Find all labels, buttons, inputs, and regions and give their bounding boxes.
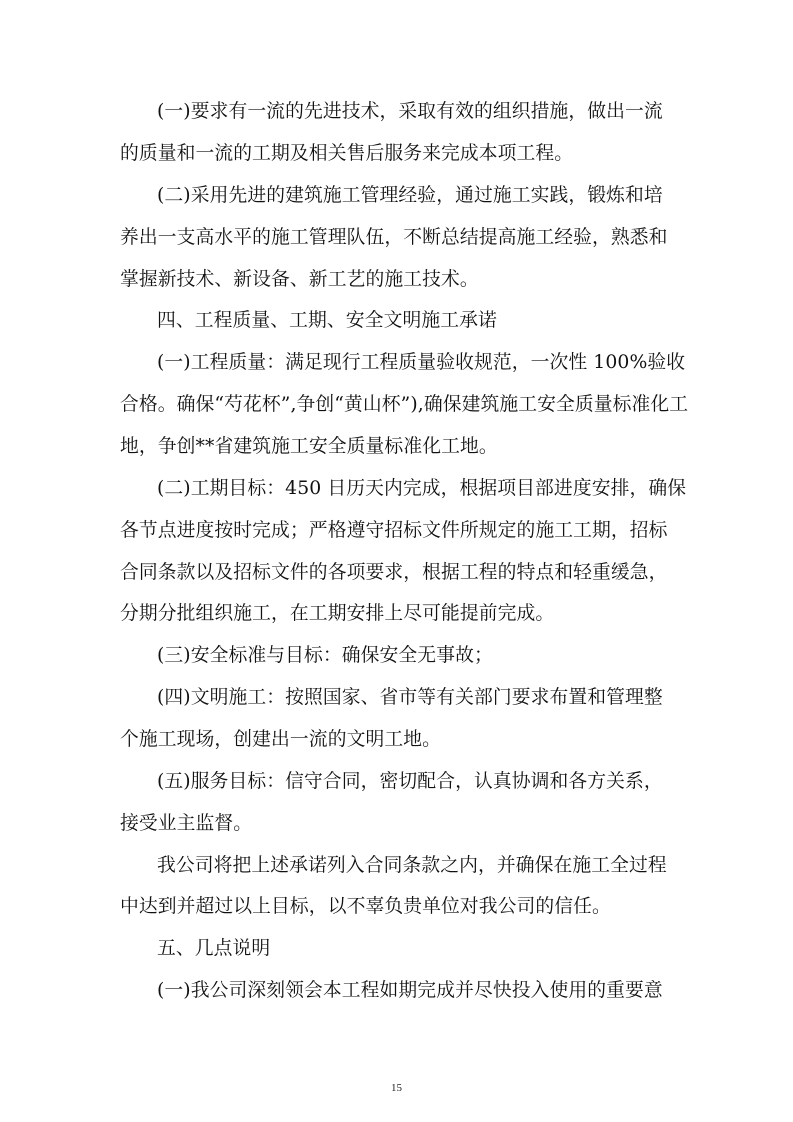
- section-heading: 五、几点说明: [157, 938, 271, 959]
- paragraph-line: 我公司将把上述承诺列入合同条款之内，并确保在施工全过程: [157, 855, 667, 876]
- paragraph-line: (五)服务目标：信守合同，密切配合，认真协调和各方关系，: [157, 771, 663, 792]
- paragraph-line: 接受业主监督。: [120, 813, 253, 834]
- paragraph-line: (一)我公司深刻领会本工程如期完成并尽快投入使用的重要意: [157, 980, 663, 1001]
- paragraph-line: 的质量和一流的工期及相关售后服务来完成本项工程。: [120, 143, 574, 164]
- paragraph-line: (一)工程质量：满足现行工程质量验收规范，一次性 100%验收: [157, 352, 686, 373]
- paragraph-line: 分期分批组织施工，在工期安排上尽可能提前完成。: [120, 603, 555, 624]
- paragraph-line: (一)要求有一流的先进技术，采取有效的组织措施，做出一流: [157, 101, 663, 122]
- paragraph-line: (二)工期目标：450 日历天内完成，根据项目部进度安排，确保: [157, 478, 687, 499]
- paragraph-line: 掌握新技术、新设备、新工艺的施工技术。: [120, 269, 479, 290]
- paragraph-line: 合格。确保“芍花杯”,争创“黄山杯”),确保建筑施工安全质量标准化工: [120, 394, 689, 415]
- paragraph-line: 中达到并超过以上目标，以不辜负贵单位对我公司的信任。: [120, 896, 611, 917]
- paragraph-line: (二)采用先进的建筑施工管理经验，通过施工实践，锻炼和培: [157, 185, 663, 206]
- paragraph-line: (四)文明施工：按照国家、省市等有关部门要求布置和管理整: [157, 687, 663, 708]
- paragraph-line: 合同条款以及招标文件的各项要求，根据工程的特点和轻重缓急，: [120, 562, 668, 583]
- section-heading: 四、工程质量、工期、安全文明施工承诺: [157, 310, 497, 331]
- paragraph-line: 养出一支高水平的施工管理队伍，不断总结提高施工经验，熟悉和: [120, 227, 668, 248]
- paragraph-line: 个施工现场，创建出一流的文明工地。: [120, 729, 441, 750]
- paragraph-line: 地，争创**省建筑施工安全质量标准化工地。: [120, 436, 498, 457]
- paragraph-line: (三)安全标准与目标：确保安全无事故；: [157, 645, 493, 666]
- page-number: 15: [391, 1082, 402, 1094]
- paragraph-line: 各节点进度按时完成；严格遵守招标文件所规定的施工工期，招标: [120, 520, 668, 541]
